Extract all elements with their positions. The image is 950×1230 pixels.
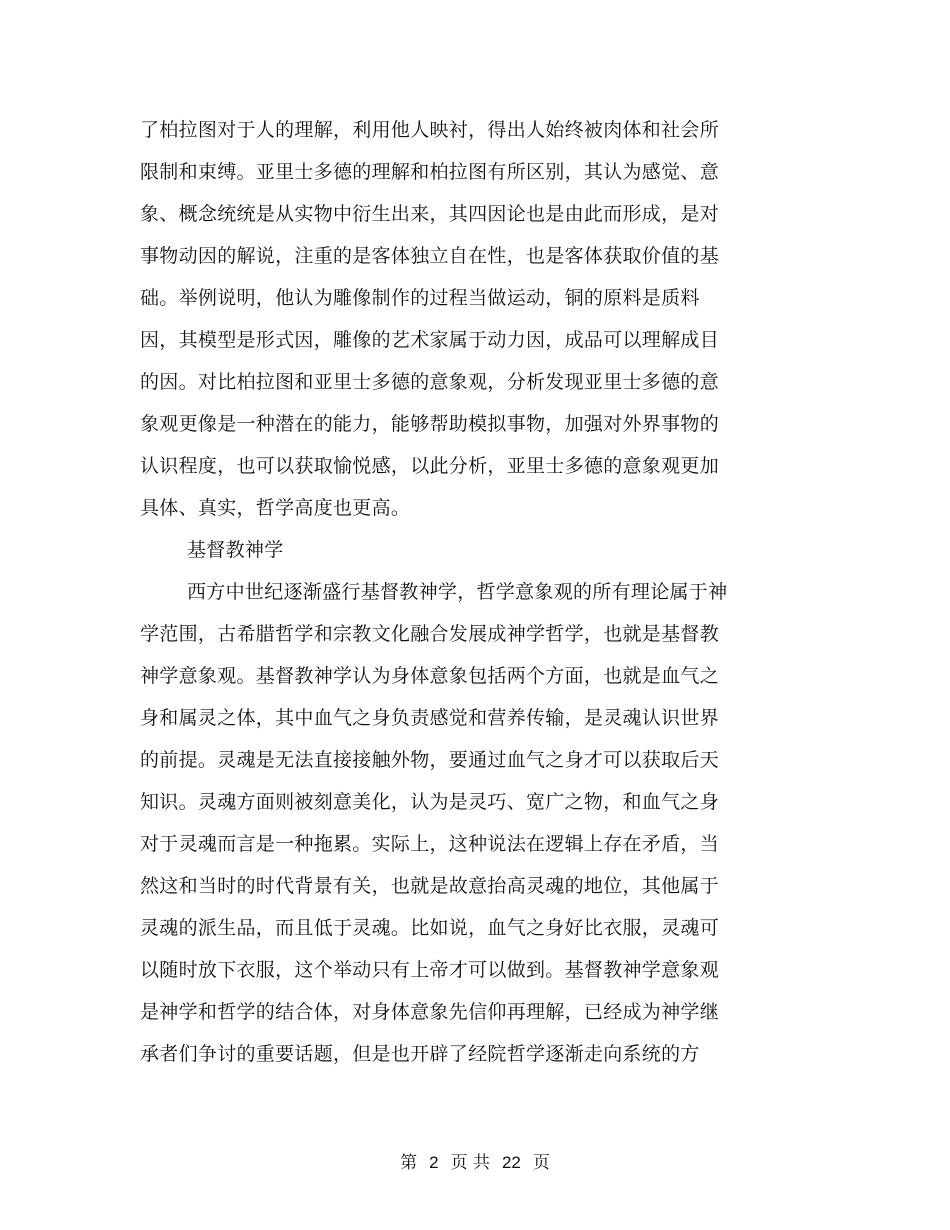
text-line: 承者们争讨的重要话题，但是也开辟了经院哲学逐渐走向系统的方 — [140, 1043, 700, 1065]
total-page-number: 22 — [501, 1153, 521, 1172]
section-heading: 基督教神学 — [187, 539, 284, 561]
text-line: 事物动因的解说，注重的是客体独立自在性，也是客体获取价值的基 — [140, 245, 720, 267]
text-line: 西方中世纪逐渐盛行基督教神学，哲学意象观的所有理论属于神 — [187, 581, 728, 603]
footer-prefix: 第 — [400, 1153, 418, 1173]
text-line: 以随时放下衣服，这个举动只有上帝才可以做到。基督教神学意象观 — [140, 959, 720, 981]
text-line: 然这和当时的时代背景有关，也就是故意抬高灵魂的地位，其他属于 — [140, 875, 720, 897]
text-line: 的前提。灵魂是无法直接接触外物，要通过血气之身才可以获取后天 — [140, 749, 720, 771]
text-line: 知识。灵魂方面则被刻意美化，认为是灵巧、宽广之物，和血气之身 — [140, 791, 720, 813]
text-line: 象观更像是一种潜在的能力，能够帮助模拟事物，加强对外界事物的 — [140, 413, 720, 435]
text-line: 的因。对比柏拉图和亚里士多德的意象观，分析发现亚里士多德的意 — [140, 371, 720, 393]
text-line: 础。举例说明，他认为雕像制作的过程当做运动，铜的原料是质料 — [140, 287, 700, 309]
text-line: 了柏拉图对于人的理解，利用他人映衬，得出人始终被肉体和社会所 — [140, 119, 720, 141]
text-line: 灵魂的派生品，而且低于灵魂。比如说，血气之身好比衣服，灵魂可 — [140, 917, 720, 939]
text-line: 具体、真实，哲学高度也更高。 — [140, 497, 411, 519]
text-line: 限制和束缚。亚里士多德的理解和柏拉图有所区别，其认为感觉、意 — [140, 161, 720, 183]
text-line: 对于灵魂而言是一种拖累。实际上，这种说法在逻辑上存在矛盾，当 — [140, 833, 720, 855]
text-line: 神学意象观。基督教神学认为身体意象包括两个方面，也就是血气之 — [140, 665, 720, 687]
text-line: 认识程度，也可以获取愉悦感，以此分析，亚里士多德的意象观更加 — [140, 455, 720, 477]
page-footer — [0, 1152, 950, 1174]
text-line: 象、概念统统是从实物中衍生出来，其四因论也是由此而形成，是对 — [140, 203, 720, 225]
text-line: 学范围，古希腊哲学和宗教文化融合发展成神学哲学，也就是基督教 — [140, 623, 720, 645]
current-page-number: 2 — [429, 1153, 439, 1172]
text-line: 因，其模型是形式因，雕像的艺术家属于动力因，成品可以理解成目 — [140, 329, 720, 351]
footer-middle: 页 共 — [450, 1153, 490, 1173]
footer-suffix: 页 — [532, 1153, 550, 1173]
text-line: 身和属灵之体，其中血气之身负责感觉和营养传输，是灵魂认识世界 — [140, 707, 720, 729]
text-line: 是神学和哲学的结合体，对身体意象先信仰再理解，已经成为神学继 — [140, 1001, 720, 1023]
